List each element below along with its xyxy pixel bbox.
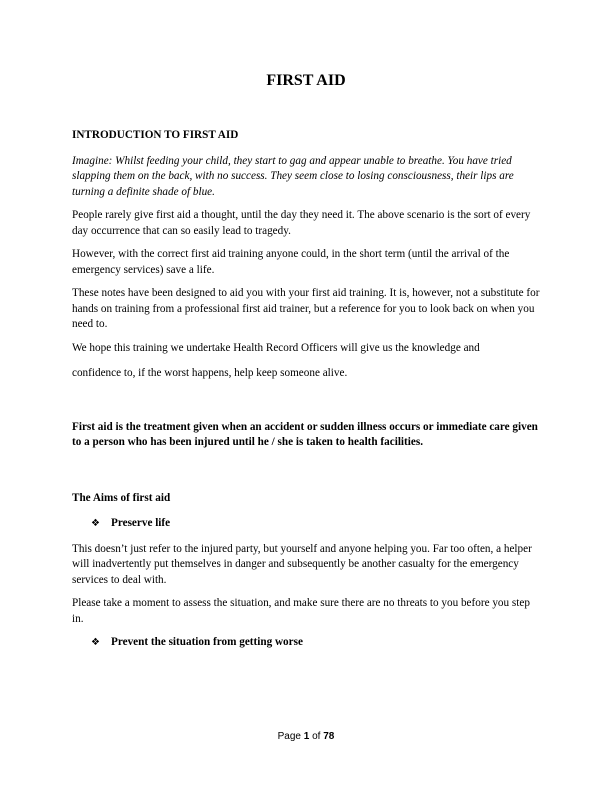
paragraph: This doesn’t just refer to the injured party, but yourself and anyone helping you. Far too often, a helper will inadvertently put themselves in danger and subsequently be another casualty for the emergency services to deal with. (72, 542, 532, 586)
diamond-bullet-icon: ❖ (91, 637, 100, 648)
paragraph: confidence to, if the worst happens, help keep someone alive. (72, 367, 348, 379)
paragraph: People rarely give first aid a thought, until the day they need it. The above scenario is the sort of every day occurrence that can so easily lead to tragedy. (72, 209, 531, 237)
page-footer (0, 731, 612, 742)
paragraph: Please take a moment to assess the situation, and make sure there are no threats to you before you step in. (72, 597, 530, 625)
document-body (72, 128, 542, 661)
paragraph: However, with the correct first aid training anyone could, in the short term (until the arrival of the emergency services) save a life. (72, 248, 510, 276)
page-total: 78 (323, 731, 335, 742)
bullet-item (91, 635, 542, 651)
paragraph: We hope this training we undertake Health Record Officers will give us the knowledge and (72, 341, 480, 354)
page-label: Page (277, 731, 301, 742)
page-current: 1 (303, 731, 310, 742)
paragraph: These notes have been designed to aid you with your first aid training. It is, however, not a substitute for hands on training from a professional first aid trainer, but a reference for you to look back on when you need to. (72, 287, 540, 330)
intro-scenario-paragraph: Imagine: Whilst feeding your child, they start to gag and appear unable to breathe. You have tried slapping them on the back, with no success. They seem close to losing consciousness, their lips are turning a definite shade of blue. (72, 154, 514, 198)
section-heading: INTRODUCTION TO FIRST AID (72, 129, 239, 141)
bullet-label: Preserve life (111, 517, 171, 529)
aims-heading: The Aims of first aid (72, 491, 171, 504)
definition-paragraph: First aid is the treatment given when an accident or sudden illness occurs or immediate care given to a person who has been injured until he / she is taken to health facilities. (72, 420, 538, 448)
diamond-bullet-icon: ❖ (91, 518, 100, 529)
document-title: FIRST AID (266, 72, 346, 89)
bullet-label: Prevent the situation from getting worse (111, 636, 303, 648)
of-label: of (312, 731, 321, 742)
bullet-item (91, 516, 542, 532)
